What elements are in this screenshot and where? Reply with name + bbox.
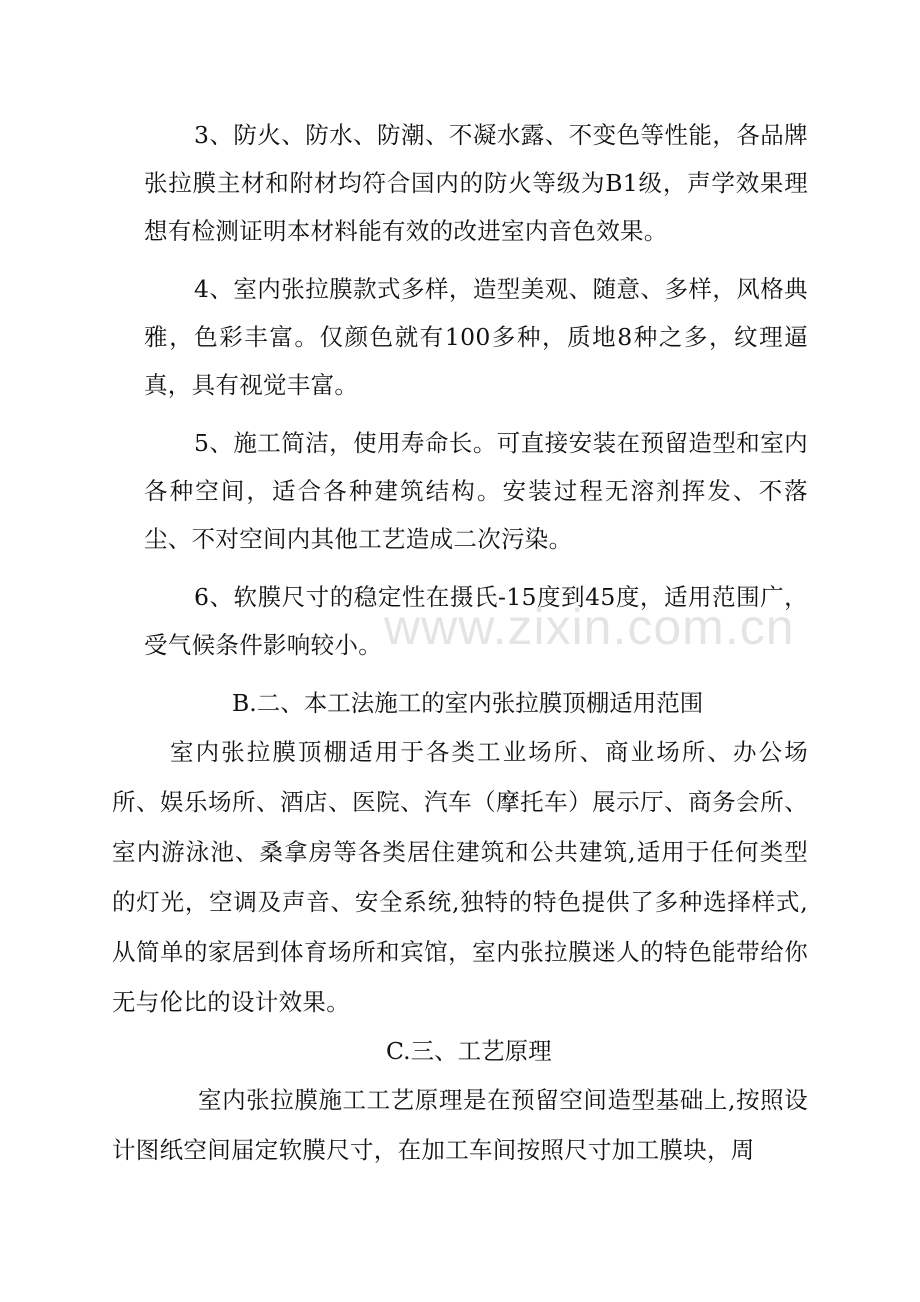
- paragraph-fire-waterproof: 3、防火、防水、防潮、不凝水露、不变色等性能，各品牌张拉膜主材和附材均符合国内的防火等级为B1级，声学效果理想有检测证明本材料能有效的改进室内音色效果。: [144, 121, 808, 245]
- paragraph-styles-colors: 4、室内张拉膜款式多样，造型美观、随意、多样，风格典雅，色彩丰富。仅颜色就有100多种，质地8种之多，纹理逼真，具有视觉丰富。: [144, 275, 808, 399]
- section-heading-scope: B.二、本工法施工的室内张拉膜顶棚适用范围: [232, 689, 704, 717]
- paragraph-construction-lifespan: 5、施工简洁，使用寿命长。可直接安装在预留造型和室内各种空间，适合各种建筑结构。安装过程无溶剂挥发、不落尘、不对空间内其他工艺造成二次污染。: [144, 429, 808, 553]
- watermark: www.zixin.com.cn: [384, 599, 795, 655]
- section-heading-principle: C.三、工艺原理: [386, 1037, 552, 1065]
- paragraph-dimensional-stability: 6、软膜尺寸的稳定性在摄氏-15度到45度，适用范围广，受气候条件影响较小。: [144, 583, 808, 659]
- paragraph-principle-body: 室内张拉膜施工工艺原理是在预留空间造型基础上,按照设计图纸空间届定软膜尺寸，在加工车间按照尺寸加工膜块，周: [112, 1086, 808, 1164]
- paragraph-scope-body: 室内张拉膜顶棚适用于各类工业场所、商业场所、办公场所、娱乐场所、酒店、医院、汽车（摩托车）展示厅、商务会所、室内游泳池、桑拿房等各类居住建筑和公共建筑,适用于任何类型的灯光，空调及声音、安全系统,独特的特色提供了多种选择样式,从简单的家居到体育场所和宾馆，室内张拉膜迷人的特色能带给你无与伦比的设计效果。: [112, 738, 808, 1016]
